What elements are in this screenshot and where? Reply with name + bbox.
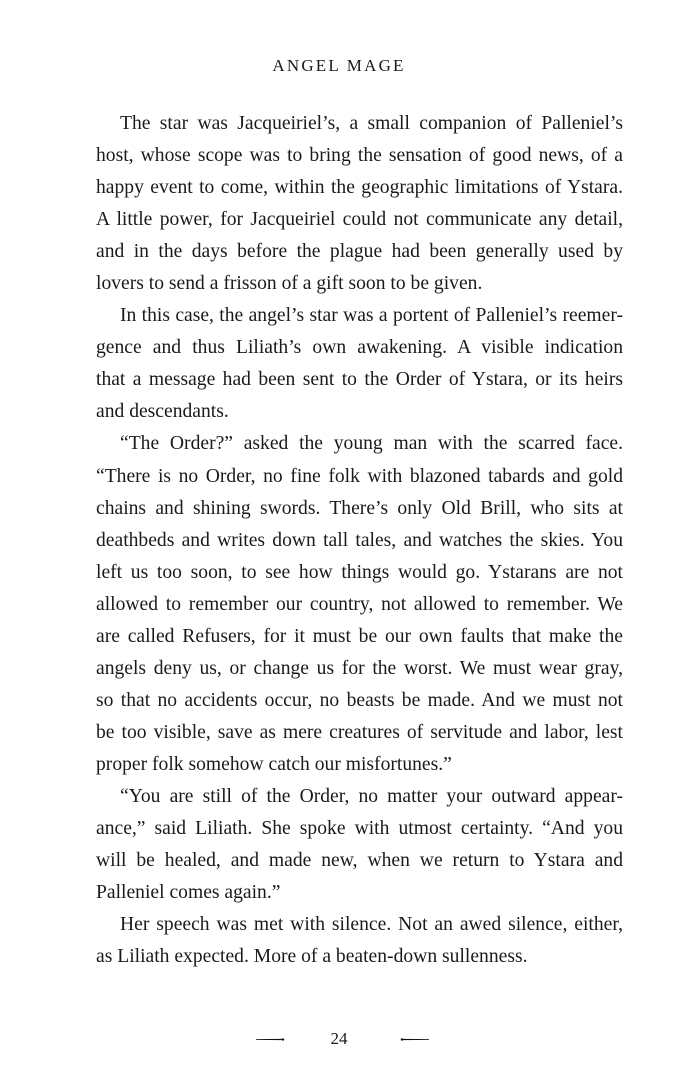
text-line: allowed to remember our country, not allowed to remember. We	[96, 593, 623, 615]
text-line: Palleniel comes again.”	[96, 882, 281, 904]
text-line: left us too soon, to see how things would go. Ystarans are not	[96, 561, 623, 583]
text-line: A little power, for Jacqueiriel could not communicate any detail,	[96, 209, 623, 231]
body-text	[96, 108, 623, 973]
text-line: will be healed, and made new, when we return to Ystara and	[96, 850, 623, 872]
folio	[0, 1024, 678, 1054]
text-line: host, whose scope was to bring the sensation of good news, of a	[96, 145, 623, 167]
text-line: angels deny us, or change us for the worst. We must wear gray,	[96, 657, 623, 679]
text-line: are called Refusers, for it must be our own faults that make the	[96, 625, 623, 647]
text-line: chains and shining swords. There’s only Old Brill, who sits at	[96, 497, 623, 519]
text-line: be too visible, save as mere creatures of servitude and labor, lest	[96, 721, 623, 743]
text-line: proper folk somehow catch our misfortunes.”	[96, 753, 452, 775]
text-line: happy event to come, within the geographic limitations of Ystara.	[96, 177, 623, 199]
text-line: “The Order?” asked the young man with the scarred face.	[120, 433, 623, 455]
text-line: In this case, the angel’s star was a portent of Palleniel’s reemer-	[120, 305, 623, 327]
text-line: so that no accidents occur, no beasts be made. And we must not	[96, 689, 623, 711]
text-line: that a message had been sent to the Order of Ystara, or its heirs	[96, 369, 623, 391]
text-line: lovers to send a frisson of a gift soon to be given.	[96, 273, 483, 295]
text-line: gence and thus Liliath’s own awakening. A visible indication	[96, 337, 623, 359]
text-line: ance,” said Liliath. She spoke with utmost certainty. “And you	[96, 818, 623, 840]
page-number: 24	[330, 1029, 348, 1048]
text-line: “There is no Order, no fine folk with blazoned tabards and gold	[96, 465, 623, 487]
text-line: Her speech was met with silence. Not an awed silence, either,	[120, 914, 623, 936]
left-ornament-icon	[256, 1038, 288, 1041]
text-line: and descendants.	[96, 401, 229, 423]
text-line: as Liliath expected. More of a beaten-down sullenness.	[96, 946, 528, 968]
text-line: deathbeds and writes down tall tales, and watches the skies. You	[96, 529, 623, 551]
right-ornament-icon	[397, 1038, 429, 1041]
text-line: The star was Jacqueiriel’s, a small companion of Palleniel’s	[120, 113, 623, 134]
text-line: and in the days before the plague had been generally used by	[96, 241, 623, 263]
text-line: “You are still of the Order, no matter your outward appear-	[120, 785, 623, 807]
running-head: ANGEL MAGE	[272, 56, 406, 75]
